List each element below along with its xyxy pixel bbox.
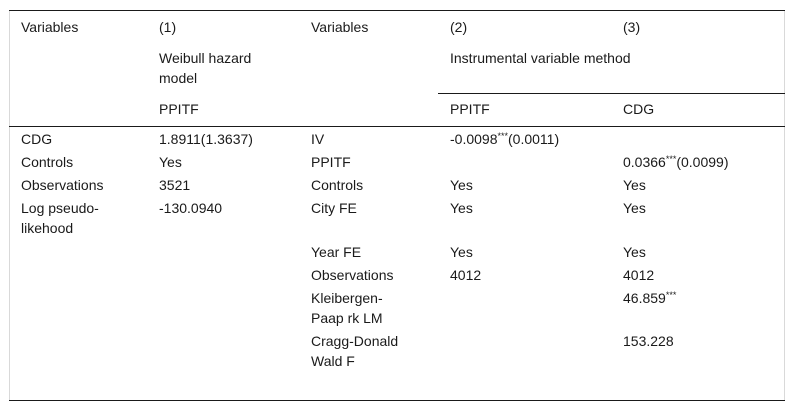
iv-method-rule	[438, 93, 785, 94]
right-row-kp-var: Kleibergen-Paap rk LM	[311, 290, 383, 326]
header-col-2: (2)	[450, 19, 468, 35]
right-row-ppitf-col3: 0.0366***(0.0099)	[623, 154, 729, 170]
left-row-controls-var: Controls	[21, 154, 74, 170]
left-row-controls-val: Yes	[159, 154, 182, 170]
right-row-yearfe-col2: Yes	[450, 244, 473, 260]
right-row-cityfe-col3: Yes	[623, 200, 646, 216]
right-row-cityfe-col2: Yes	[450, 200, 473, 216]
header-variables-right: Variables	[311, 19, 369, 35]
right-row-iv-col2: -0.0098***(0.0011)	[450, 131, 560, 147]
right-row-ppitf-var: PPITF	[311, 154, 351, 170]
right-row-kp-col3: 46.859***	[623, 290, 677, 306]
header-col-1: (1)	[159, 19, 177, 35]
header-ppitf-2: PPITF	[450, 101, 490, 117]
left-row-cdg-val: 1.8911(1.3637)	[159, 131, 253, 147]
right-row-controls-col2: Yes	[450, 177, 473, 193]
header-cdg-3: CDG	[623, 101, 655, 117]
header-col-3: (3)	[623, 19, 641, 35]
left-row-observations-var: Observations	[21, 177, 104, 193]
significance-stars: ***	[497, 131, 508, 141]
right-row-controls-var: Controls	[311, 177, 364, 193]
right-row-cd-col3: 153.228	[623, 333, 674, 349]
header-iv-method: Instrumental variable method	[450, 50, 631, 66]
header-ppitf-1: PPITF	[159, 101, 199, 117]
significance-stars: ***	[665, 290, 677, 300]
right-row-observations-var: Observations	[311, 267, 394, 283]
header-variables-left: Variables	[21, 19, 79, 35]
left-row-cdg-var: CDG	[21, 131, 53, 147]
right-row-yearfe-col3: Yes	[623, 244, 646, 260]
left-row-loglik-val: -130.0940	[159, 200, 223, 216]
right-row-iv-var: IV	[311, 131, 325, 147]
left-row-observations-val: 3521	[159, 177, 191, 193]
header-weibull-model: Weibull hazard model	[159, 50, 252, 86]
right-row-yearfe-var: Year FE	[311, 244, 362, 260]
right-row-cd-var: Cragg-Donald Wald F	[311, 333, 399, 369]
right-row-cityfe-var: City FE	[311, 200, 357, 216]
header-bottom-rule	[9, 126, 785, 127]
left-row-loglik-var: Log pseudo-likehood	[21, 200, 99, 236]
table-bottom-rule	[9, 400, 785, 401]
table-top-rule	[9, 10, 785, 11]
significance-stars: ***	[665, 154, 677, 164]
right-row-observations-col2: 4012	[450, 267, 482, 283]
right-row-observations-col3: 4012	[623, 267, 655, 283]
right-row-controls-col3: Yes	[623, 177, 646, 193]
